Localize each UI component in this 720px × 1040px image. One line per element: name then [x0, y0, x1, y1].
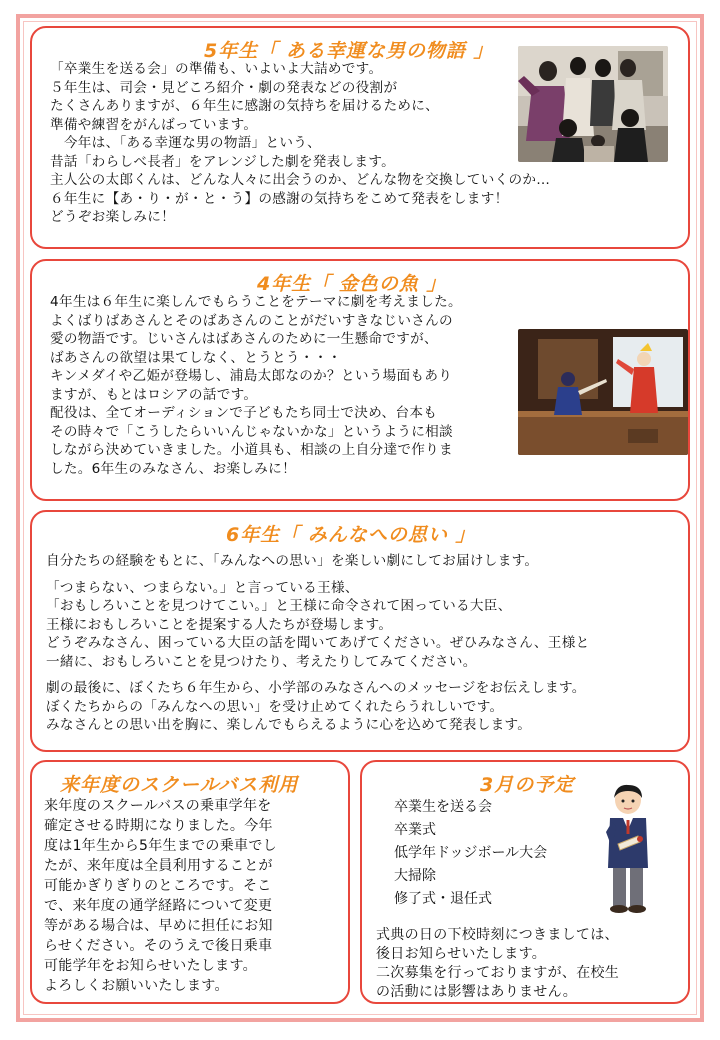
grade6-title: 6年生「 みんなへの思い 」	[226, 524, 476, 546]
grade5-line: 「卒業生を送る会」の準備も、いよいよ大詰めです。	[50, 61, 383, 77]
grade5-line: どうぞお楽しみに！	[50, 209, 176, 225]
bus-line: 来年度のスクールバスの乗車学年を	[44, 798, 272, 814]
march-schedule-item: 低学年ドッジボール大会	[394, 845, 548, 861]
grade4-photo	[518, 329, 688, 455]
grade5-line: 準備や練習をがんばっています。	[50, 116, 258, 133]
grade6-body	[46, 552, 590, 735]
student-illustration	[598, 782, 658, 914]
march-schedule-item: 修了式・退任式	[394, 891, 492, 907]
bus-line: 等がある場合は、早めに担任にお知	[44, 918, 273, 934]
bus-line: たが、来年度は全員利用することが	[44, 858, 273, 874]
march-note	[376, 926, 619, 1002]
grade6-line: 「おもしろいことを見つけてこい。」と王様に命令されて困っている大臣、	[46, 598, 512, 614]
grade6-section	[30, 510, 690, 752]
bus-line: 可能かぎりぎりのところです。そこ	[44, 878, 272, 894]
march-note-line: 二次募集を行っておりますが、在校生	[376, 965, 620, 981]
grade4-line: 4年生は６年生に楽しんでもらうことをテーマに劇を考えました。	[50, 294, 462, 310]
march-title: 3月の予定	[480, 774, 575, 796]
grade4-line: その時々で「こうしたらいいんじゃないかな」というように相談	[50, 423, 453, 440]
grade4-title: 4年生「 金色の魚 」	[257, 273, 447, 295]
grade6-line: 劇の最後に、ぼくたち６年生から、小学部のみなさんへのメッセージをお伝えします。	[46, 680, 586, 696]
grade5-line: 主人公の太郎くんは、どんな人々に出会うのか、どんな物を交換していくのか…	[50, 172, 551, 188]
march-schedule-item: 卒業式	[394, 822, 436, 838]
grade4-section	[30, 259, 690, 501]
bus-line: 確定させる時期になりました。今年	[44, 818, 273, 834]
grade5-section	[30, 26, 690, 249]
grade5-line: たくさんありますが、６年生に感謝の気持ちを届けるために、	[50, 98, 440, 114]
grade5-line: 昔話「わらしべ長者」をアレンジした劇を発表します。	[50, 153, 396, 170]
bus-section	[30, 760, 350, 1004]
grade4-line: 配役は、全てオーディションで子どもたち同士で決め、台本も	[50, 405, 438, 421]
bus-line: 可能学年をお知らせいたします。	[44, 958, 257, 974]
grade4-line: よくばりばあさんとそのばあさんのことがだいすきなじいさんの	[50, 312, 453, 329]
bus-line: で、来年度の通学経路について変更	[44, 898, 273, 914]
march-schedule-item: 大掃除	[394, 868, 436, 884]
grade5-body	[50, 60, 550, 227]
grade4-line: ますが、もとはロシアの話です。	[50, 386, 258, 403]
grade6-line: 自分たちの経験をもとに、「みんなへの思い」を楽しい劇にしてお届けします。	[46, 553, 539, 569]
march-note-line: の活動には影響はありません。	[376, 984, 578, 1000]
grade5-line: ５年生は、司会・見どころ紹介・劇の発表などの役割が	[50, 79, 398, 96]
march-schedule-list	[394, 796, 547, 911]
grade4-line: した。6年生のみなさん、お楽しみに！	[50, 460, 296, 477]
bus-line: 度は1年生から5年生までの乗車でし	[44, 838, 277, 854]
grade4-line: 愛の物語です。じいさんはばあさんのために一生懸命ですが、	[50, 331, 438, 347]
bus-title: 来年度のスクールバス利用	[60, 774, 299, 796]
bus-line: よろしくお願いいたします。	[44, 978, 229, 994]
grade5-line: ６年生に【あ・り・が・と・う】の感謝の気持ちをこめて発表をします！	[50, 190, 509, 207]
grade6-line: 「つまらない、つまらない。」と言っている王様、	[46, 579, 359, 596]
grade4-body	[50, 293, 462, 478]
grade6-line: 王様におもしろいことを提案する人たちが登場します。	[46, 616, 393, 633]
march-note-line: 後日お知らせいたします。	[376, 946, 547, 962]
march-note-line: 式典の日の下校時刻につきましては、	[376, 927, 619, 943]
grade5-line: 今年は、「ある幸運な男の物語」という、	[50, 135, 322, 151]
grade4-line: キンメダイや乙姫が登場し、浦島太郎なのか？という場面もあり	[50, 368, 453, 384]
grade5-title: 5年生「 ある幸運な男の物語 」	[204, 40, 494, 62]
grade5-photo	[518, 46, 668, 162]
grade4-line: しながら決めていきました。小道具も、相談の上自分達で作りま	[50, 442, 453, 458]
march-section	[360, 760, 690, 1004]
grade6-line: みなさんとの思い出を胸に、楽しんでもらえるように心を込めて発表します。	[46, 717, 532, 733]
grade6-line: 一緒に、おもしろいことを見つけたり、考えたりしてみてください。	[46, 653, 477, 670]
grade6-line: ぼくたちからの「みんなへの思い」を受け止めてくれたらうれしいです。	[46, 698, 504, 715]
bus-body	[44, 796, 277, 996]
march-schedule-item: 卒業生を送る会	[394, 799, 492, 815]
grade6-line: どうぞみなさん、困っている大臣の話を聞いてあげてください。ぜひみなさん、王様と	[46, 635, 590, 651]
bus-line: らせください。そのうえで後日乗車	[44, 938, 273, 954]
grade4-line: ばあさんの欲望は果てしなく、とうとう・・・	[50, 349, 342, 366]
